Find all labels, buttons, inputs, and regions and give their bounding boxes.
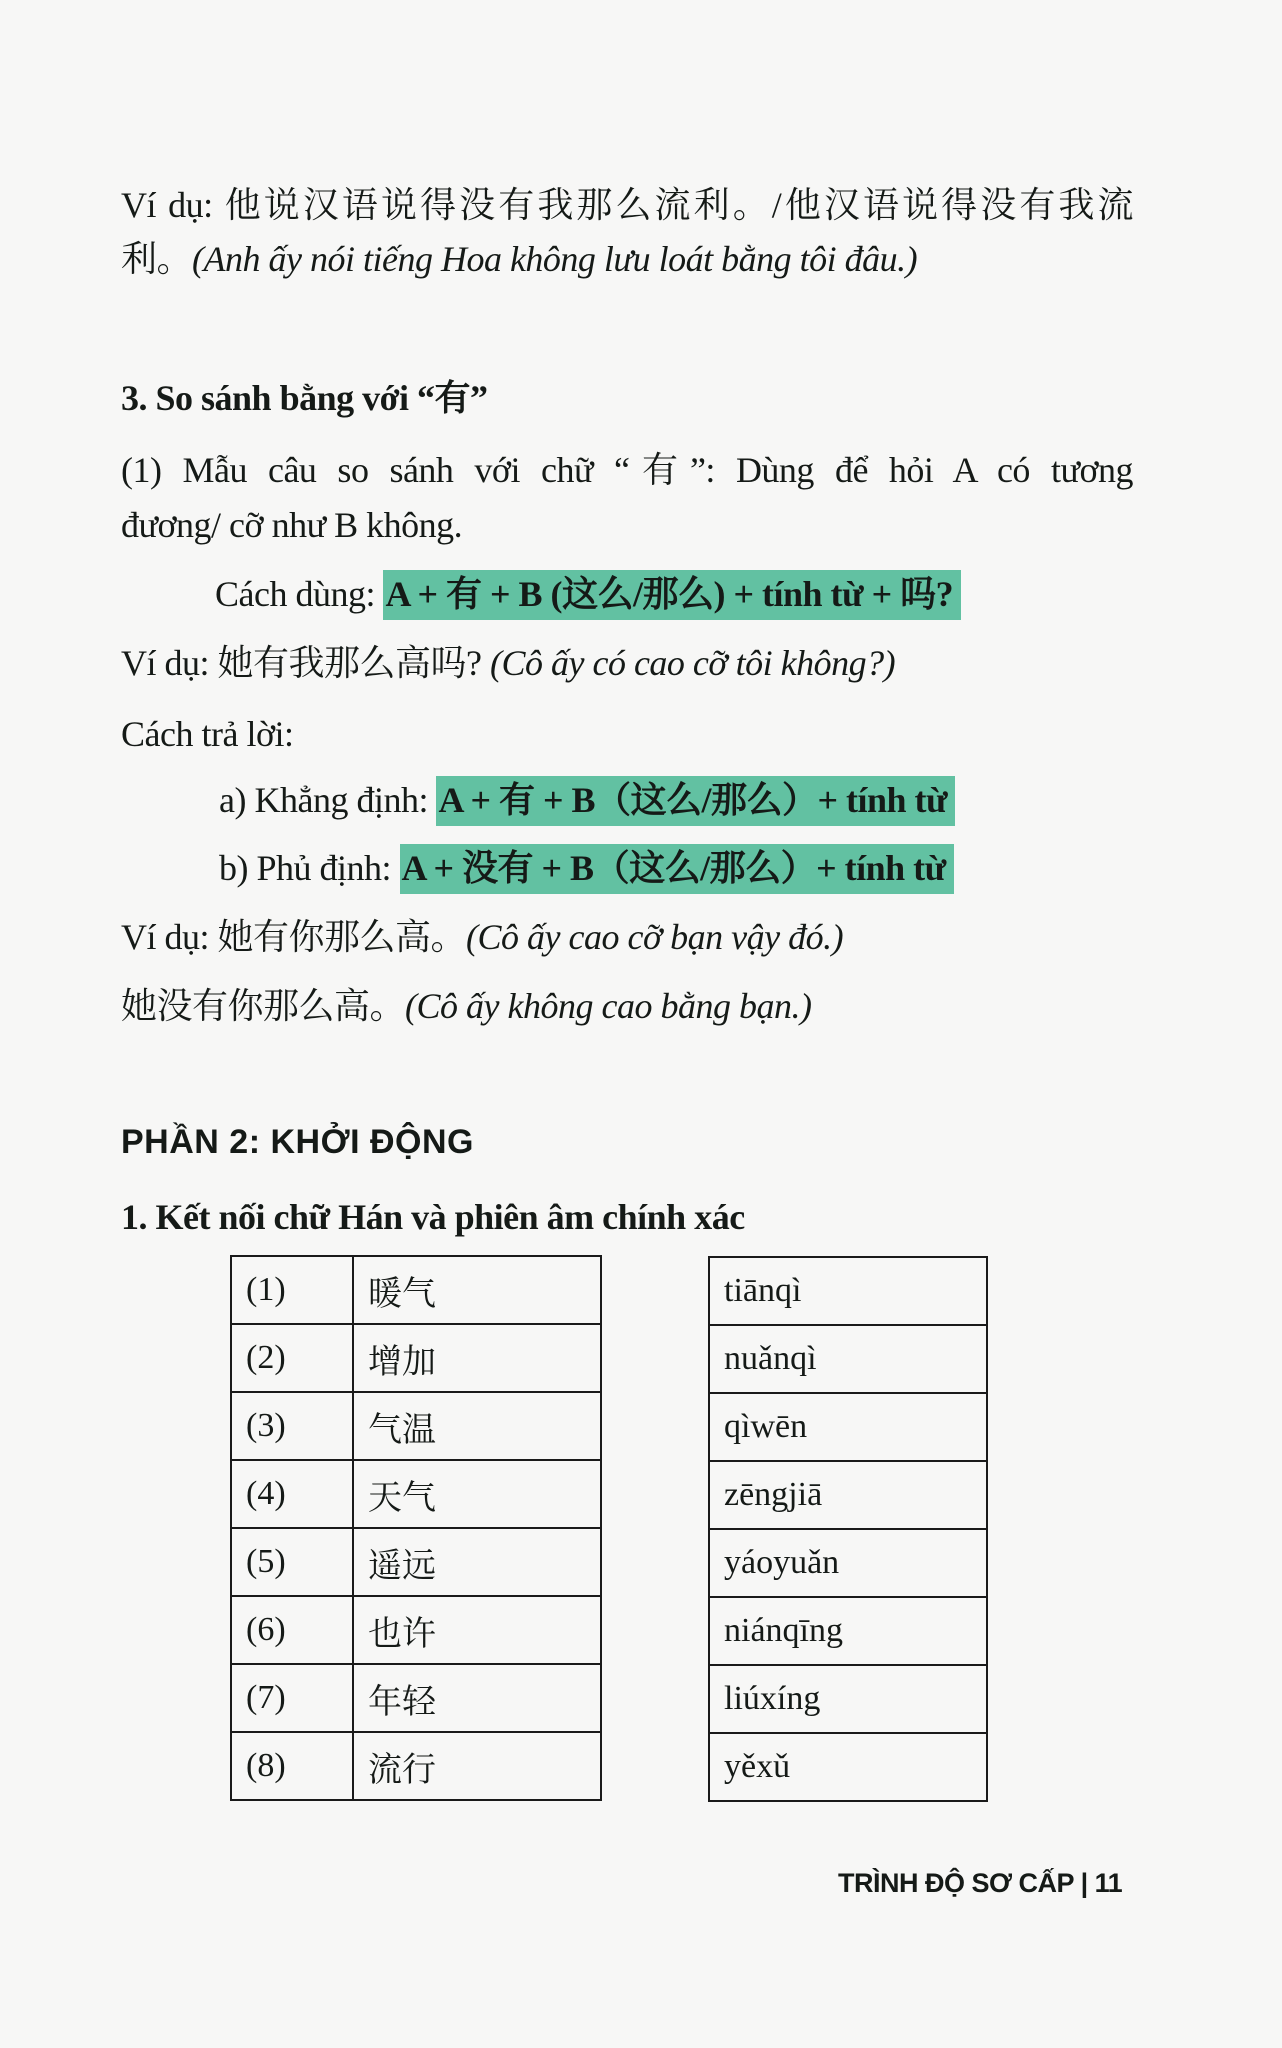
pinyin-word: nuǎnqì <box>709 1325 987 1393</box>
para-line1 <box>121 448 1133 492</box>
table-row <box>709 1529 987 1597</box>
affirm-line <box>219 778 955 822</box>
usage-label: Cách dùng: <box>215 574 375 614</box>
hanzi-word: 年轻 <box>353 1664 601 1732</box>
table-row <box>231 1324 601 1392</box>
para-line2: đương/ cỡ như B không. <box>121 505 463 545</box>
example-translation: (Cô ấy cao cỡ bạn vậy đó.) <box>466 917 844 957</box>
example1-line2 <box>121 237 917 281</box>
pinyin-word: yěxǔ <box>709 1733 987 1801</box>
part-title: PHẦN 2: KHỞI ĐỘNG <box>121 1123 474 1161</box>
example-label: Ví dụ: <box>121 643 210 683</box>
pinyin-word: yáoyuǎn <box>709 1529 987 1597</box>
hanzi-word: 增加 <box>353 1324 601 1392</box>
table-row <box>709 1325 987 1393</box>
neg-line <box>219 846 954 890</box>
example-translation: (Cô ấy không cao bằng bạn.) <box>405 986 812 1026</box>
para-text: (1) Mẫu câu so sánh với chữ “有”: Dùng để hỏi A có tương <box>121 450 1133 490</box>
hanzi-word: 也许 <box>353 1596 601 1664</box>
page-number: 11 <box>1094 1868 1123 1898</box>
hanzi-word: 流行 <box>353 1732 601 1800</box>
hanzi-word: 暖气 <box>353 1256 601 1324</box>
table-row <box>709 1665 987 1733</box>
example4-line <box>121 984 811 1028</box>
table-row <box>231 1596 601 1664</box>
row-number: (3) <box>231 1392 353 1460</box>
answer-label: Cách trả lời: <box>121 714 294 754</box>
table-row <box>709 1461 987 1529</box>
table-row <box>231 1732 601 1800</box>
row-number: (4) <box>231 1460 353 1528</box>
neg-label: b) Phủ định: <box>219 848 392 888</box>
example3-line <box>121 915 843 959</box>
usage-line <box>215 572 961 616</box>
table-row <box>231 1392 601 1460</box>
table-row <box>231 1256 601 1324</box>
affirm-label: a) Khẳng định: <box>219 780 428 820</box>
table-row <box>709 1257 987 1325</box>
footer-level: TRÌNH ĐỘ SƠ CẤP <box>838 1868 1074 1898</box>
hanzi-word: 天气 <box>353 1460 601 1528</box>
table-row <box>709 1733 987 1801</box>
table-row <box>231 1528 601 1596</box>
example-translation: (Cô ấy có cao cỡ tôi không?) <box>490 643 896 683</box>
pinyin-word: tiānqì <box>709 1257 987 1325</box>
example-chinese: 她没有你那么高。 <box>121 986 406 1026</box>
pinyin-word: niánqīng <box>709 1597 987 1665</box>
table-row <box>231 1460 601 1528</box>
exercise-title: 1. Kết nối chữ Hán và phiên âm chính xác <box>121 1197 745 1237</box>
pinyin-word: zēngjiā <box>709 1461 987 1529</box>
row-number: (6) <box>231 1596 353 1664</box>
usage-formula: A + 有 + B (这么/那么) + tính từ + 吗? <box>383 570 961 620</box>
page-footer <box>838 1868 1122 1899</box>
row-number: (1) <box>231 1256 353 1324</box>
example-chinese: 他说汉语说得没有我那么流利。/他汉语说得没有我流 <box>224 185 1134 225</box>
pinyin-word: liúxíng <box>709 1665 987 1733</box>
example-chinese: 她有你那么高。 <box>217 917 467 957</box>
section-title: 3. So sánh bằng với “有” <box>121 378 488 418</box>
example-chinese-cont: 利。 <box>121 239 193 279</box>
example-label: Ví dụ: <box>121 917 210 957</box>
pinyin-word: qìwēn <box>709 1393 987 1461</box>
neg-formula: A + 没有 + B（这么/那么）+ tính từ <box>400 844 954 894</box>
table-row <box>231 1664 601 1732</box>
example-label: Ví dụ: <box>121 185 213 225</box>
example-chinese: 她有我那么高吗? <box>217 643 482 683</box>
hanzi-word: 气温 <box>353 1392 601 1460</box>
example2-line <box>121 641 895 685</box>
affirm-formula: A + 有 + B（这么/那么）+ tính từ <box>436 776 955 826</box>
table-row <box>709 1393 987 1461</box>
hanzi-table <box>230 1255 602 1801</box>
example-translation: (Anh ấy nói tiếng Hoa không lưu loát bằng tôi đâu.) <box>192 239 918 279</box>
row-number: (8) <box>231 1732 353 1800</box>
table-row <box>709 1597 987 1665</box>
footer-separator: | <box>1080 1868 1088 1898</box>
row-number: (5) <box>231 1528 353 1596</box>
example1-line1 <box>121 183 1133 227</box>
pinyin-table <box>708 1256 988 1802</box>
row-number: (7) <box>231 1664 353 1732</box>
row-number: (2) <box>231 1324 353 1392</box>
hanzi-word: 遥远 <box>353 1528 601 1596</box>
